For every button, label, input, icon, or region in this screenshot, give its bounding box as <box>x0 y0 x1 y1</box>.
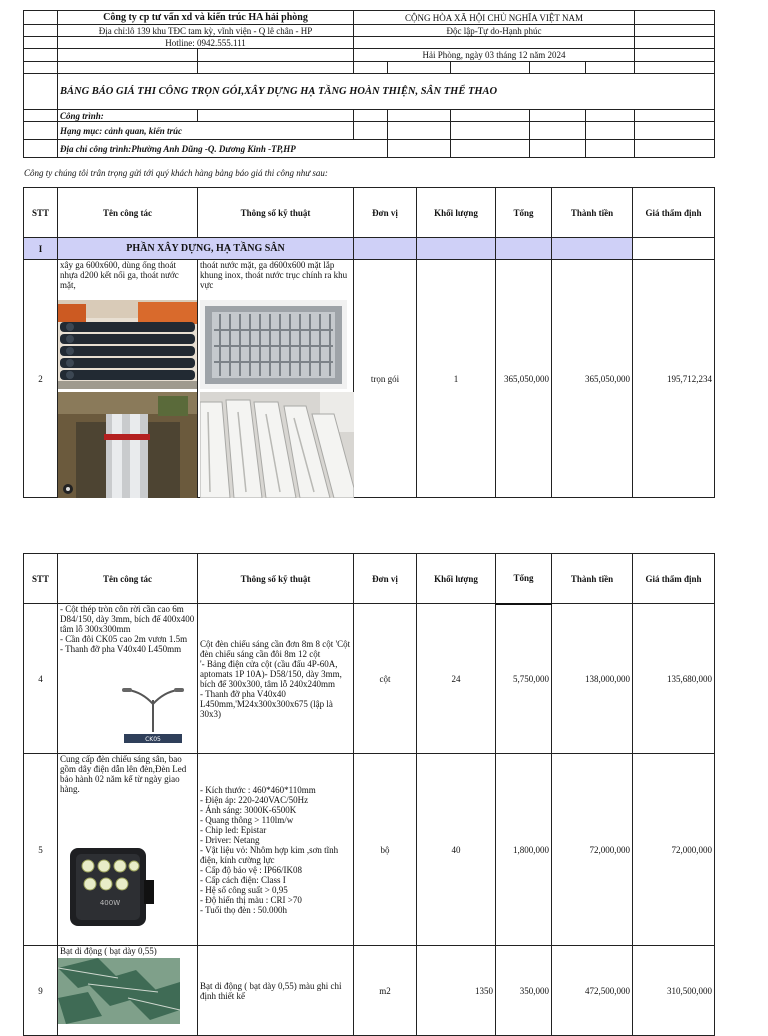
intro-text: Công ty chúng tôi trân trọng gửi tới quý khách hàng bảng báo giá thi công như sau: <box>24 168 328 178</box>
row9-amount: 472,500,000 <box>552 946 633 1036</box>
grate-photo <box>200 300 347 389</box>
row5-total: 1,800,000 <box>496 754 552 946</box>
row5-task: Cung cấp đèn chiếu sáng sân, bao gồm dây điện dẫn lên đèn,Đèn Led bảo hành 02 năm kể từ ngày giao hàng. <box>60 754 187 794</box>
table-header-row <box>24 188 715 238</box>
table-header-row <box>24 554 715 604</box>
lamp-wattage: 400W <box>99 899 121 907</box>
section-number: I <box>24 238 58 260</box>
col-qty: Khối lượng <box>417 188 496 238</box>
col-total: Tổng <box>496 188 552 238</box>
row4-unit: cột <box>354 604 417 754</box>
quote-title: BẢNG BÁO GIÁ THI CÔNG TRỌN GÓI,XÂY DỰNG HẠ TẦNG HOÀN THIỆN, SÂN THỂ THAO <box>58 74 715 110</box>
trench-photo <box>58 392 197 498</box>
double-arm-pole-icon <box>118 682 188 744</box>
row5-stt: 5 <box>24 754 58 946</box>
col-amount: Thành tiền <box>552 554 633 604</box>
row2-stt: 2 <box>24 260 58 498</box>
row9-qty: 1350 <box>417 946 496 1036</box>
tarp-photo <box>58 958 180 1024</box>
project-location: Địa chỉ công trình:Phường Anh Dũng -Q. Dương Kinh -TP,HP <box>58 140 388 158</box>
pole-label: CK05 <box>145 736 161 743</box>
col-appraised: Giá thẩm định <box>633 188 715 238</box>
pipes-photo <box>58 300 197 389</box>
row2-spec: thoát nước mặt, ga d600x600 mặt lắp khung inox, thoát nước trục chính ra khu vực <box>200 260 348 290</box>
section-title: PHẦN XÂY DỰNG, HẠ TẦNG SÂN <box>58 238 354 260</box>
nation-title: CỘNG HÒA XÃ HỘI CHỦ NGHĨA VIỆT NAM <box>354 11 635 25</box>
flood-light-icon <box>64 840 156 932</box>
row2-qty: 1 <box>417 260 496 498</box>
col-spec: Thông số kỹ thuật <box>198 188 354 238</box>
row2-total: 365,050,000 <box>496 260 552 498</box>
row4-spec-cell <box>198 604 354 754</box>
row2-unit: trọn gói <box>354 260 417 498</box>
row9-spec-cell <box>198 946 354 1036</box>
col-spec: Thông số kỹ thuật <box>198 554 354 604</box>
row9-total: 350,000 <box>496 946 552 1036</box>
channel-photo <box>200 392 354 498</box>
col-total: Tổng <box>496 554 552 604</box>
row4-stt: 4 <box>24 604 58 754</box>
col-appraised: Giá thẩm định <box>633 554 715 604</box>
project-name-label: Công trình: <box>58 110 198 122</box>
col-unit: Đơn vị <box>354 554 417 604</box>
section-row <box>24 238 715 260</box>
row4-amount: 138,000,000 <box>552 604 633 754</box>
row4-spec: Cột đèn chiếu sáng cần đơn 8m 8 cột 'Cột đèn chiếu sáng cần đôi 8m 12 cột '- Bảng điện cửa cột (cầu đấu 4P-60A, aptomats 1P 10A)- D58/150, dày 3mm, bích đế 300x300, tâm lỗ 240x240mm - Thanh đỡ pha V40x40 L450mm,'M24x300x300x675 (lập là 30x3) <box>200 638 351 719</box>
col-task: Tên công tác <box>58 188 198 238</box>
row9-unit: m2 <box>354 946 417 1036</box>
project-category: Hạng mục: cảnh quan, kiến trúc <box>58 122 354 140</box>
row9-spec: Bạt di động ( bạt dày 0,55) màu ghi chỉ định thiết kế <box>200 980 342 1001</box>
row5-qty: 40 <box>417 754 496 946</box>
row9-appraised: 310,500,000 <box>633 946 715 1036</box>
row5-appraised: 72,000,000 <box>633 754 715 946</box>
row4-appraised: 135,680,000 <box>633 604 715 754</box>
col-amount: Thành tiền <box>552 188 633 238</box>
row9-stt: 9 <box>24 946 58 1036</box>
row4-qty: 24 <box>417 604 496 754</box>
col-task: Tên công tác <box>58 554 198 604</box>
company-address: Địa chỉ:lô 139 khu TĐC tam kỳ, vĩnh viện - Q lê chân - HP <box>58 25 354 37</box>
row4-total: 5,750,000 <box>496 604 552 754</box>
row5-spec: - Kích thước : 460*460*110mm - Điện áp: 220-240VAC/50Hz - Ánh sáng: 3000K-6500K - Quang thông > 110lm/w - Chip led: Epistar - Driver: Netang - Vật liệu vỏ: Nhôm hợp kim ,sơn tĩnh điện, kính cường lực - Cấp độ bảo vệ : IP66/IK08 - Cấp cách điện: Class I - Hệ số công suất > 0,95 - Độ hiển thị màu : CRI >70 - Tuổi thọ đèn : 50.000h <box>200 784 339 915</box>
date-line: Hải Phòng, ngày 03 tháng 12 năm 2024 <box>354 49 635 62</box>
row4-task: - Cột thép tròn côn rời cần cao 6m D84/150, dày 3mm, bích đế 400x400 tâm lỗ 300x300mm - Cần đôi CK05 cao 2m vươn 1.5m - Thanh đỡ pha V40x40 L450mm <box>60 604 195 654</box>
company-hotline: Hotline: 0942.555.111 <box>58 37 354 49</box>
nation-motto: Độc lập-Tự do-Hạnh phúc <box>354 25 635 37</box>
row9-task: Bạt di động ( bạt dày 0,55) <box>60 946 157 956</box>
row5-spec-cell <box>198 754 354 946</box>
col-stt: STT <box>24 554 58 604</box>
company-name: Công ty cp tư vấn xd và kiến trúc HA hải phòng <box>58 11 354 25</box>
row2-task: xây ga 600x600, dùng ống thoát nhựa d200 kết nối ga, thoát nước mặt, <box>60 260 179 290</box>
row5-amount: 72,000,000 <box>552 754 633 946</box>
header-table <box>23 10 715 158</box>
row2-amount: 365,050,000 <box>552 260 633 498</box>
row2-appraised: 195,712,234 <box>633 260 715 498</box>
col-qty: Khối lượng <box>417 554 496 604</box>
col-stt: STT <box>24 188 58 238</box>
col-unit: Đơn vị <box>354 188 417 238</box>
row5-unit: bộ <box>354 754 417 946</box>
